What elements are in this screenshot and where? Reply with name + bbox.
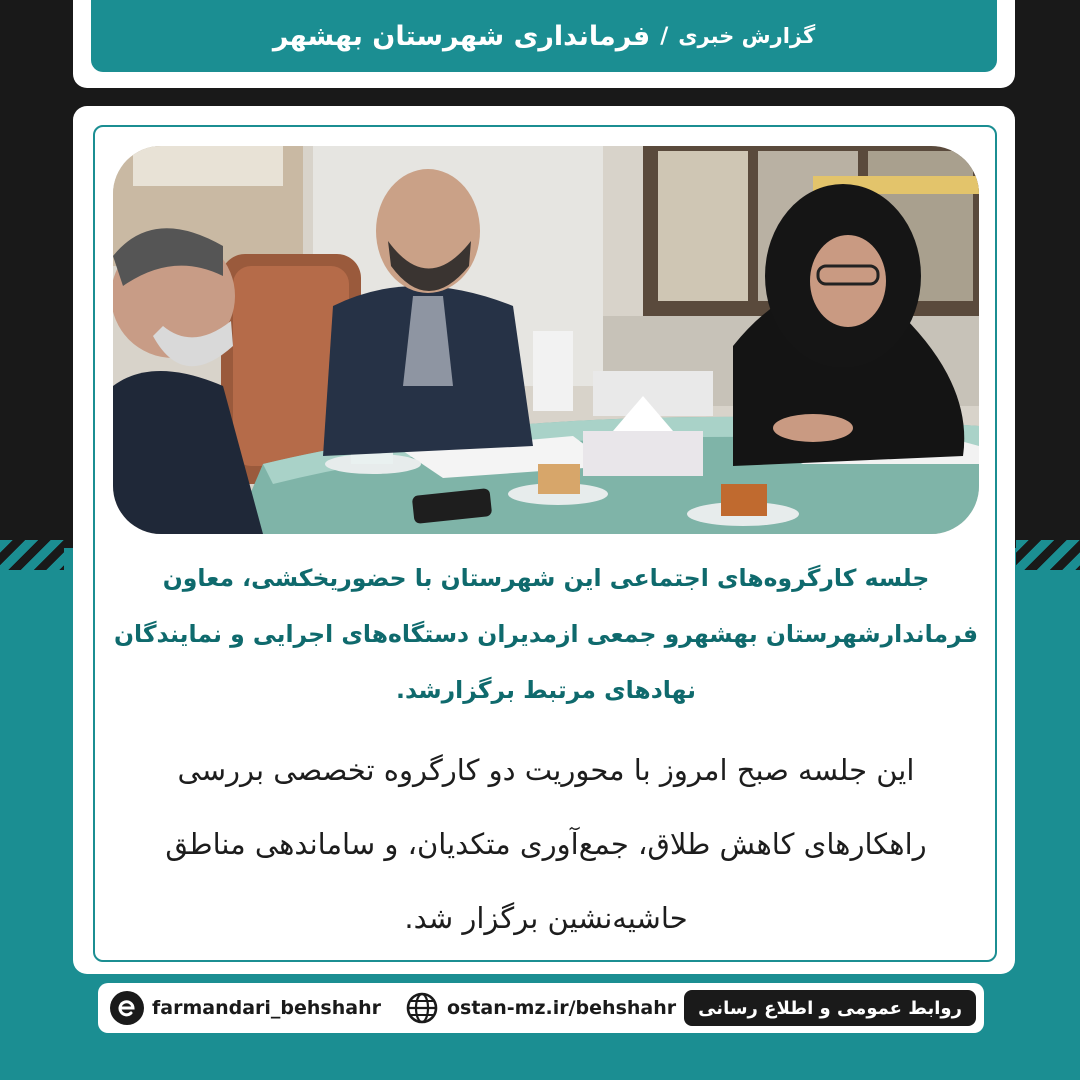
at-e-icon xyxy=(110,991,144,1025)
header-title-bar xyxy=(91,0,997,72)
website-url: ostan-mz.ir/behshahr xyxy=(446,997,677,1019)
website-link[interactable] xyxy=(405,991,676,1025)
news-body: این جلسه صبح امروز با محوریت دو کارگروه تخصصی بررسی راهکارهای کاهش طلاق، جمع‌آوری متکدیان، و ساماندهی مناطق حاشیه‌نشین برگزار شد. xyxy=(165,753,927,935)
social-link[interactable] xyxy=(110,991,381,1025)
report-type-label: گزارش خبری xyxy=(678,24,816,48)
decorative-stripes-right xyxy=(1016,540,1080,570)
header-separator: / xyxy=(660,23,669,49)
organization-title: فرمانداری شهرستان بهشهر xyxy=(272,20,651,52)
decorative-stripes-left xyxy=(0,540,64,570)
news-card xyxy=(73,106,1015,974)
news-headline: جلسه کارگروه‌های اجتماعی این شهرستان با حضوریخکشی، معاون فرماندارشهرستان بهشهرو جمعی ازمدیران دستگاه‌های اجرایی و نمایندگان نهادهای مرتبط برگزارشد. xyxy=(113,564,979,704)
globe-icon xyxy=(405,991,439,1025)
meeting-photo xyxy=(113,146,979,534)
footer-links xyxy=(110,991,676,1025)
social-handle: farmandari_behshahr xyxy=(152,997,381,1019)
header-banner xyxy=(73,0,1015,88)
department-badge: روابط عمومی و اطلاع رسانی xyxy=(684,990,976,1026)
footer-bar xyxy=(98,983,984,1033)
